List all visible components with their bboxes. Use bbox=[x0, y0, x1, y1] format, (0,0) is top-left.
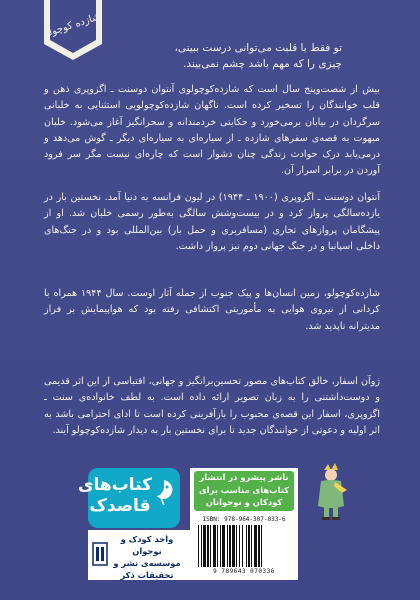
dandelion-bird-icon bbox=[152, 478, 176, 506]
imprint-line-2: موسسه‌ی نشر و bbox=[113, 558, 181, 568]
barcode-bar bbox=[210, 525, 211, 567]
dhekr-logo-icon bbox=[92, 542, 108, 566]
barcode-bar bbox=[222, 525, 225, 567]
barcode-bar bbox=[239, 525, 240, 567]
spine-badge-text: شازده کوچولو bbox=[42, 11, 102, 40]
barcode-bar bbox=[207, 525, 209, 567]
barcode-bar bbox=[217, 525, 218, 567]
barcode-panel bbox=[190, 468, 298, 580]
barcode-bar bbox=[251, 525, 252, 567]
barcode-bar bbox=[242, 525, 243, 567]
barcode-bar bbox=[227, 525, 228, 567]
publisher-logo bbox=[77, 468, 180, 528]
barcode-bar bbox=[213, 525, 216, 567]
barcode bbox=[196, 525, 292, 567]
paragraph-synopsis: بیش از شصت‌وپنج سال است که شازده‌کوچولوی آنتوان دوسنت ـ اگزوپری ذهن و قلب خوانندگان را تسخیر کرده است. ناگهان شازده‌کوچولویی استثنایی به خلبانی سرگردان در بیابان برمی‌خورد و حکایتی خردمندانه و سحرانگیز آغاز می‌شود. خلبان مبهوت به قصه‌ی سفرهای شازده ـ از سیاره‌ای به سیاره‌ای دیگر ـ گوش می‌دهد و درمی‌یابد درک حوادث زندگی چنان دشوار است که چاره‌ای نیست مگر سر فرود آوردن در برابر اسرار آن. bbox=[44, 84, 380, 177]
isbn-label: ISBN: 978-964-307-033-6 bbox=[202, 516, 286, 523]
barcode-bar bbox=[201, 525, 202, 567]
imprint-box bbox=[88, 530, 190, 580]
quote bbox=[82, 40, 342, 72]
barcode-bar bbox=[258, 525, 260, 567]
paragraph-author-works: شازده‌کوچولو، زمین انسان‌ها و پیک جنوب از جمله آثار اوست. سال ۱۹۴۴ همراه با کردانی از نیروی هوایی به مأموریتی اکتشافی رفته بود که هواپیمایش بر فراز مدیترانه ناپدید شد. bbox=[44, 288, 380, 332]
publisher-blurb-line-1: ناشر پیشرو در انتشار bbox=[199, 472, 289, 482]
imprint-line-3: تحقیقات ذکر bbox=[120, 570, 174, 580]
publisher-logo-title bbox=[77, 475, 152, 517]
paragraph-illustrator: ژوآن اسفار، خالق کتاب‌های مصور تحسین‌برانگیز و جهانی، اقتباسی از این اثر قدیمی و دوست‌داشتنی را به زبان تصویر ارائه داده است. به لطف خانواده‌ی سنت ـ اگزوپری، اسفار این قصه‌ی محبوب را بازآفرینی کرده است تا ادای احترامی باشد به اثر اولیه و دعوتی از خوانندگان جدید تا برای نخستین بار به دیدار شازده‌کوچولو آیند. bbox=[44, 376, 380, 436]
quote-line-2: چیزی را که مهم باشد چشم نمی‌بیند. bbox=[183, 58, 342, 70]
publisher-blurb-line-2: کتاب‌های مناسب برای bbox=[198, 484, 290, 495]
barcode-bar bbox=[232, 525, 235, 567]
barcode-bar bbox=[261, 525, 262, 567]
publisher-logo-line-1: کتاب‌های bbox=[77, 475, 152, 495]
paragraph-author-bio: آنتوان دوسنت ـ اگزوپری (۱۹۰۰ ـ ۱۹۴۴) در لیون فرانسه به دنیا آمد. نخستین بار در یازده‌سالگی پرواز کرد و در بیست‌وشش سالگی به‌طور رسمی خلبان شد. او از پیشگامان پروازهای تجاری (مسافربری و حمل بار) بین‌المللی بود و در جنگ‌های داخلی اسپانیا و در جنگ جهانی دوم نیز پرواز داشت. bbox=[44, 192, 380, 252]
imprint-line-1: واحد کودک و نوجوان bbox=[120, 534, 174, 556]
publisher-blurb bbox=[194, 471, 294, 511]
barcode-bar bbox=[203, 525, 206, 567]
barcode-bar bbox=[229, 525, 231, 567]
quote-line-1: تو فقط با قلبت می‌توانی درست ببینی، bbox=[174, 42, 342, 54]
barcode-bar bbox=[254, 525, 257, 567]
barcode-bar bbox=[248, 525, 250, 567]
barcode-bar bbox=[220, 525, 221, 567]
little-prince-illustration bbox=[312, 462, 350, 522]
publisher-blurb-line-3: کودکان و نوجوانان bbox=[205, 497, 283, 507]
publisher-logo-line-2: قاصدک bbox=[89, 496, 151, 516]
barcode-digits: 9 789643 070336 bbox=[213, 568, 275, 575]
barcode-bar bbox=[198, 525, 199, 567]
barcode-bar bbox=[236, 525, 237, 567]
barcode-bar bbox=[246, 525, 247, 567]
imprint-text bbox=[108, 533, 186, 581]
